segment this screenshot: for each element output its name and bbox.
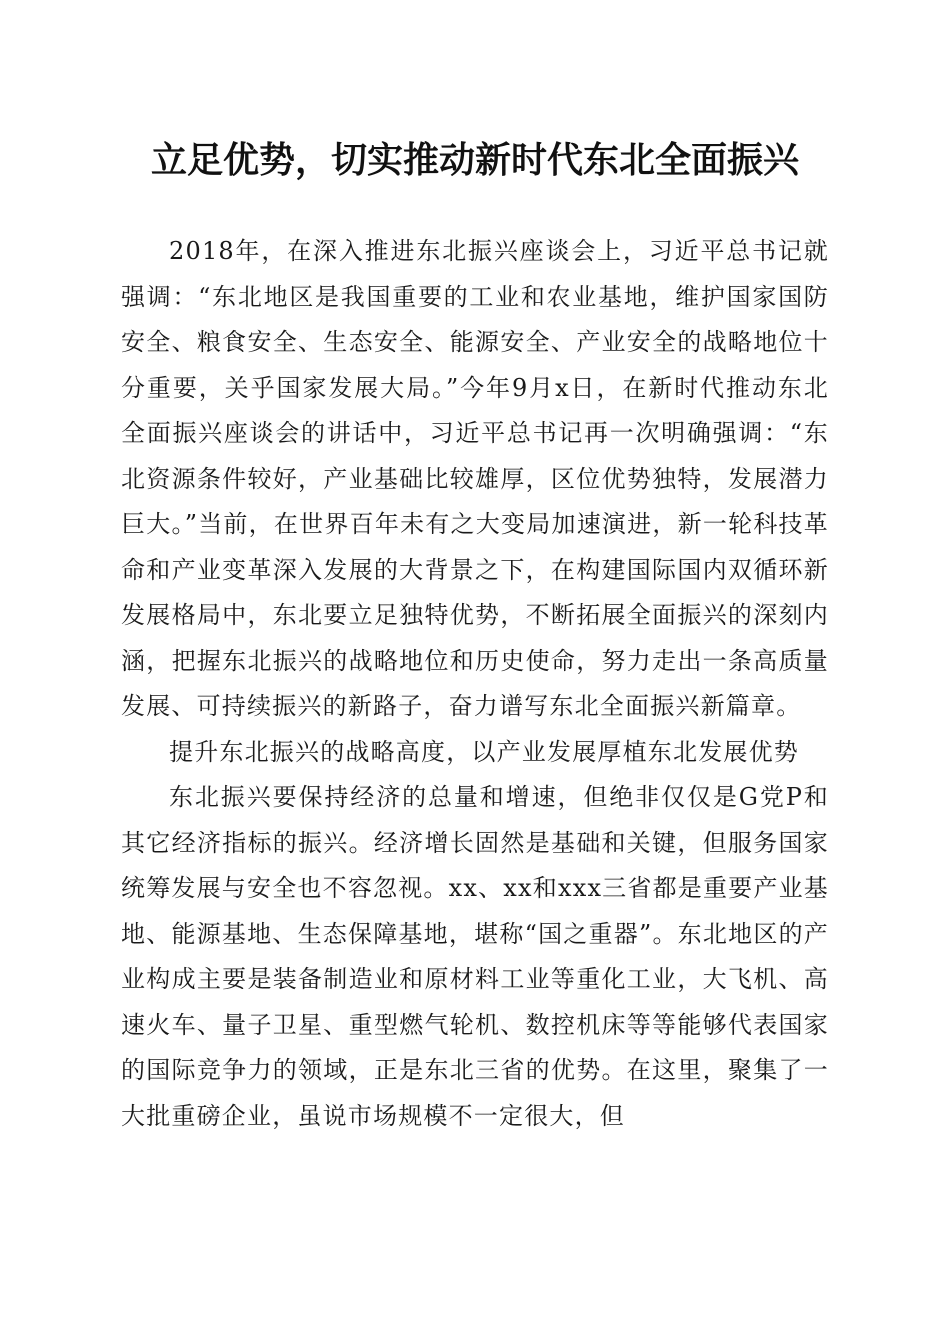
document-title: 立足优势，切实推动新时代东北全面振兴 [150, 139, 799, 181]
document-body [121, 229, 829, 1139]
paragraph-subheading: 提升东北振兴的战略高度，以产业发展厚植东北发展优势 [169, 737, 799, 766]
paragraph-intro: 2018年，在深入推进东北振兴座谈会上，习近平总书记就强调：“东北地区是我国重要的工业和农业基地，维护国家国防安全、粮食安全、生态安全、能源安全、产业安全的战略地位十分重要，关乎国家发展大局。”今年9月x日，在新时代推动东北全面振兴座谈会的讲话中，习近平总书记再一次明确强调：“东北资源条件较好，产业基础比较雄厚，区位优势独特，发展潜力巨大。”当前，在世界百年未有之大变局加速演进，新一轮科技革命和产业变革深入发展的大背景之下，在构建国际国内双循环新发展格局中，东北要立足独特优势，不断拓展全面振兴的深刻内涵，把握东北振兴的战略地位和历史使命，努力走出一条高质量发展、可持续振兴的新路子，奋力谱写东北全面振兴新篇章。 [121, 237, 829, 720]
paragraph-industry: 东北振兴要保持经济的总量和增速，但绝非仅仅是G党P和其它经济指标的振兴。经济增长固然是基础和关键，但服务国家统筹发展与安全也不容忽视。xx、xx和xxx三省都是重要产业基地、能源基地、生态保障基地，堪称“国之重器”。东北地区的产业构成主要是装备制造业和原材料工业等重化工业，大飞机、高速火车、量子卫星、重型燃气轮机、数控机床等等能够代表国家的国际竞争力的领域，正是东北三省的优势。在这里，聚集了一大批重磅企业，虽说市场规模不一定很大，但 [121, 783, 829, 1130]
